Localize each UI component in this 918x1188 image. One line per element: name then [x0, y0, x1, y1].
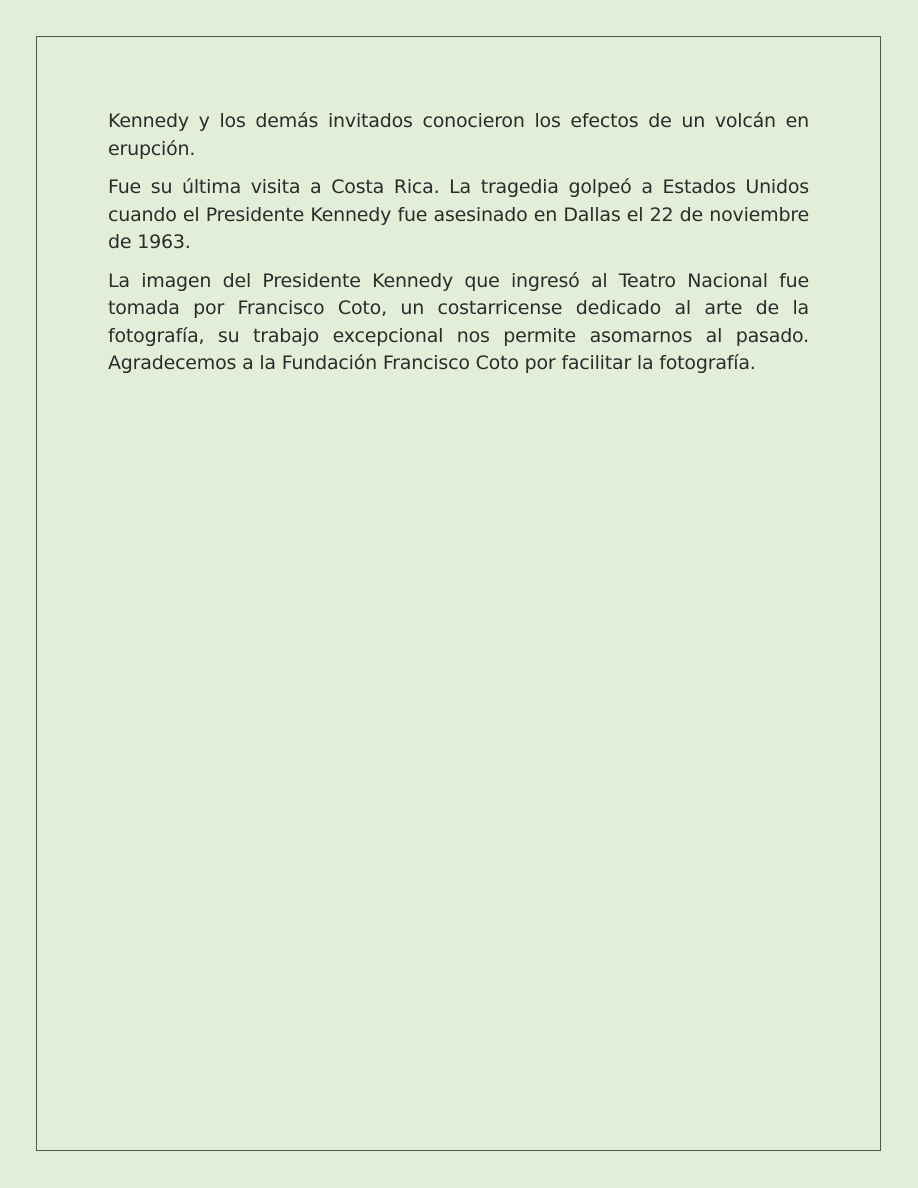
- paragraph-photo-credit: La imagen del Presidente Kennedy que ingresó al Teatro Nacional fue tomada por Francisco Coto, un costarricense dedicado al arte de la fotografía, su trabajo excepcional nos permite asomarnos al pasado. Agradecemos a la Fundación Francisco Coto por facilitar la fotografía.: [108, 269, 809, 374]
- paragraph-last-visit: Fue su última visita a Costa Rica. La tragedia golpeó a Estados Unidos cuando el Presidente Kennedy fue asesinado en Dallas el 22 de noviembre de 1963.: [108, 176, 809, 253]
- paragraph-volcano-visit: Kennedy y los demás invitados conocieron los efectos de un volcán en erupción.: [108, 110, 809, 160]
- document-body: [108, 108, 809, 389]
